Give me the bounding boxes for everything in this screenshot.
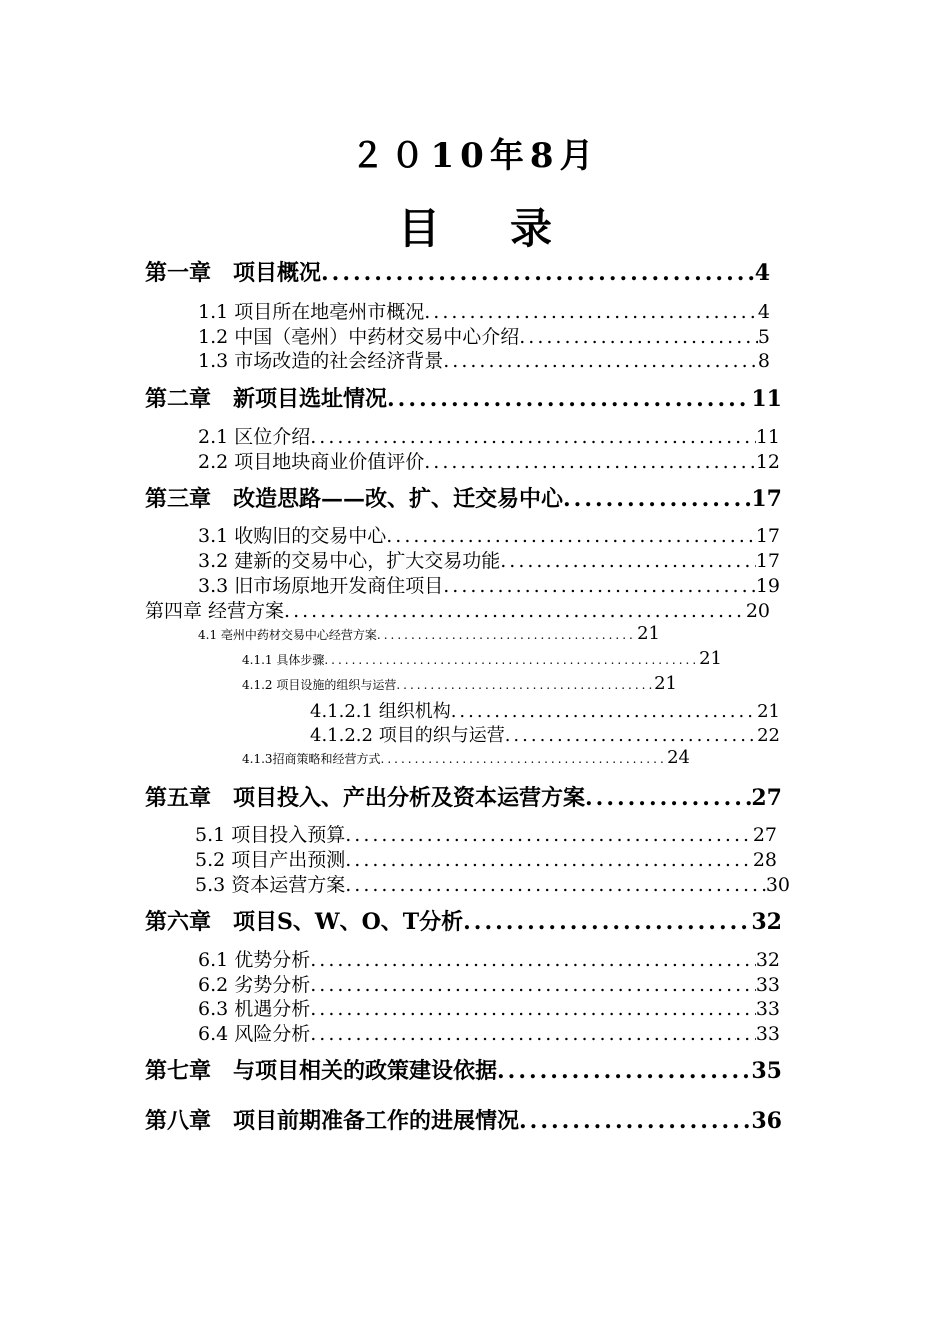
dot-leader — [310, 949, 756, 971]
dot-leader — [310, 426, 756, 448]
toc-page-number: 4 — [754, 260, 770, 286]
toc-section-6-1[interactable] — [198, 945, 780, 972]
toc-chapter-2[interactable] — [145, 382, 782, 413]
toc-label: 3.2 建新的交易中心，扩大交易功能 — [198, 550, 501, 572]
toc-section-5-1[interactable] — [195, 820, 777, 847]
toc-label: 5.3 资本运营方案 — [195, 874, 346, 896]
toc-chapter-5[interactable] — [145, 781, 782, 812]
toc-page-number: 32 — [755, 949, 780, 971]
toc-section-4-1-2-1[interactable] — [310, 697, 780, 723]
dot-leader — [386, 525, 756, 547]
toc-section-1-3[interactable] — [198, 346, 770, 373]
toc-page-number: 17 — [755, 525, 780, 547]
toc-page-number: 21 — [637, 623, 660, 644]
dot-leader — [381, 752, 668, 766]
toc-label: 第四章 经营方案 — [145, 600, 285, 622]
toc-page-number: 28 — [752, 849, 777, 871]
dot-leader — [387, 386, 751, 412]
dot-leader — [424, 451, 756, 473]
dot-leader — [377, 628, 637, 642]
toc-section-1-1[interactable] — [198, 297, 770, 324]
toc-section-4-1-1[interactable] — [242, 648, 722, 669]
toc-label: 4.1.2 项目设施的组织与运营 — [242, 678, 397, 692]
toc-section-6-2[interactable] — [198, 970, 780, 997]
toc-section-4-1[interactable] — [198, 623, 660, 644]
toc-label: 6.2 劣势分析 — [198, 974, 311, 996]
dot-leader — [345, 874, 766, 896]
toc-label: 6.1 优势分析 — [198, 949, 311, 971]
toc-section-5-3[interactable] — [195, 870, 790, 897]
toc-page-number: 20 — [745, 600, 770, 622]
toc-page-number: 36 — [751, 1108, 782, 1134]
dot-leader — [585, 785, 751, 811]
toc-page-number: 12 — [755, 451, 780, 473]
dot-leader — [324, 653, 699, 667]
toc-page-number: 4 — [757, 301, 770, 323]
toc-section-5-2[interactable] — [195, 845, 777, 872]
toc-chapter-4[interactable] — [145, 596, 770, 623]
toc-page-number: 21 — [757, 701, 780, 722]
toc-label: 2.2 项目地块商业价值评价 — [198, 451, 425, 473]
dot-leader — [396, 678, 654, 692]
toc-page-number: 17 — [755, 550, 780, 572]
toc-label: 5.1 项目投入预算 — [195, 824, 346, 846]
toc-section-6-4[interactable] — [198, 1019, 780, 1046]
toc-section-2-2[interactable] — [198, 447, 780, 474]
toc-section-6-3[interactable] — [198, 994, 780, 1021]
toc-page-number: 30 — [765, 874, 790, 896]
dot-leader — [424, 301, 758, 323]
toc-page-number: 21 — [699, 648, 722, 669]
document-date: ２０10年8月 — [350, 136, 600, 176]
toc-label: 第二章 新项目选址情况 — [145, 386, 388, 412]
dot-leader — [519, 1108, 751, 1134]
toc-label: 第五章 项目投入、产出分析及资本运营方案 — [145, 785, 586, 811]
toc-label: 第八章 项目前期准备工作的进展情况 — [145, 1108, 520, 1134]
dot-leader — [505, 725, 757, 746]
toc-label: 1.1 项目所在地亳州市概况 — [198, 301, 425, 323]
toc-page-number: 11 — [751, 386, 782, 412]
dot-leader — [519, 326, 758, 348]
dot-leader — [500, 550, 756, 572]
toc-page-number: 32 — [751, 909, 782, 935]
dot-leader — [321, 260, 755, 286]
toc-label: 第一章 项目概况 — [145, 260, 322, 286]
toc-section-1-2[interactable] — [198, 322, 770, 349]
toc-label: 第三章 改造思路——改、扩、迁交易中心 — [145, 486, 564, 512]
dot-leader — [443, 575, 756, 597]
toc-page-number: 33 — [755, 1023, 780, 1045]
dot-leader — [345, 824, 753, 846]
toc-label: 6.3 机遇分析 — [198, 998, 311, 1020]
toc-title: 目录 — [397, 204, 622, 253]
toc-section-3-2[interactable] — [198, 546, 780, 573]
toc-label: 第六章 项目S、W、O、T分析 — [145, 909, 464, 935]
dot-leader — [284, 600, 746, 622]
toc-label: 4.1.1 具体步骤 — [242, 653, 325, 667]
toc-chapter-7[interactable] — [145, 1054, 782, 1085]
toc-label: 3.3 旧市场原地开发商住项目 — [198, 575, 444, 597]
toc-chapter-1[interactable] — [145, 256, 770, 287]
dot-leader — [345, 849, 753, 871]
dot-leader — [310, 998, 756, 1020]
dot-leader — [443, 350, 758, 372]
toc-label: 3.1 收购旧的交易中心 — [198, 525, 387, 547]
toc-label: 2.1 区位介绍 — [198, 426, 311, 448]
toc-label: 4.1 亳州中药材交易中心经营方案 — [198, 628, 377, 642]
toc-label: 1.2 中国（亳州）中药材交易中心介绍 — [198, 326, 520, 348]
toc-label: 第七章 与项目相关的政策建设依据 — [145, 1058, 498, 1084]
toc-section-4-1-2-2[interactable] — [310, 721, 780, 747]
toc-page-number: 17 — [751, 486, 782, 512]
dot-leader — [563, 486, 751, 512]
dot-leader — [310, 1023, 756, 1045]
toc-label: 6.4 风险分析 — [198, 1023, 311, 1045]
toc-page-number: 5 — [757, 326, 770, 348]
toc-page-number: 27 — [751, 785, 782, 811]
toc-page-number: 33 — [755, 998, 780, 1020]
toc-label: 5.2 项目产出预测 — [195, 849, 346, 871]
toc-page-number: 22 — [757, 725, 780, 746]
toc-page-number: 19 — [755, 575, 780, 597]
toc-label: 4.1.3招商策略和经营方式 — [242, 752, 381, 766]
toc-label: 1.3 市场改造的社会经济背景 — [198, 350, 444, 372]
toc-page-number: 21 — [654, 673, 677, 694]
dot-leader — [463, 909, 751, 935]
dot-leader — [451, 701, 757, 722]
toc-label: 4.1.2.2 项目的织与运营 — [310, 725, 505, 746]
dot-leader — [310, 974, 756, 996]
toc-page-number: 11 — [755, 426, 780, 448]
toc-chapter-3[interactable] — [145, 482, 782, 513]
toc-label: 4.1.2.1 组织机构 — [310, 701, 451, 722]
toc-chapter-6[interactable] — [145, 905, 782, 936]
toc-page-number: 27 — [752, 824, 777, 846]
toc-section-4-1-3[interactable] — [242, 747, 690, 768]
toc-page-number: 24 — [667, 747, 690, 768]
toc-page-number: 8 — [757, 350, 770, 372]
toc-section-2-1[interactable] — [198, 422, 780, 449]
toc-chapter-8[interactable] — [145, 1104, 782, 1135]
toc-page-number: 35 — [751, 1058, 782, 1084]
toc-page-number: 33 — [755, 974, 780, 996]
toc-section-3-3[interactable] — [198, 571, 780, 598]
dot-leader — [497, 1058, 751, 1084]
toc-section-4-1-2[interactable] — [242, 673, 677, 694]
toc-section-3-1[interactable] — [198, 521, 780, 548]
